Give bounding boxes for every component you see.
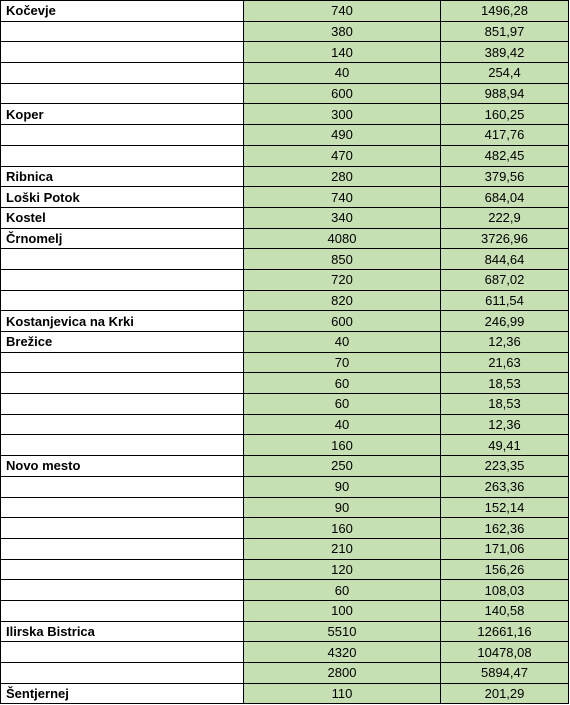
value-a-cell[interactable]: 2800	[244, 663, 441, 684]
value-a-cell[interactable]: 120	[244, 559, 441, 580]
value-a-cell[interactable]: 470	[244, 145, 441, 166]
value-a-cell[interactable]: 5510	[244, 621, 441, 642]
value-b-cell[interactable]: 611,54	[441, 290, 569, 311]
table-row	[1, 642, 569, 663]
municipality-cell[interactable]	[1, 435, 244, 456]
value-a-cell[interactable]: 740	[244, 1, 441, 22]
municipality-cell[interactable]	[1, 394, 244, 415]
value-b-cell[interactable]: 1496,28	[441, 1, 569, 22]
value-a-cell[interactable]: 820	[244, 290, 441, 311]
municipality-cell[interactable]	[1, 580, 244, 601]
value-a-cell[interactable]: 250	[244, 456, 441, 477]
value-b-cell[interactable]: 171,06	[441, 538, 569, 559]
value-a-cell[interactable]: 340	[244, 207, 441, 228]
table-row	[1, 600, 569, 621]
value-a-cell[interactable]: 90	[244, 476, 441, 497]
value-b-cell[interactable]: 21,63	[441, 352, 569, 373]
municipality-cell[interactable]	[1, 290, 244, 311]
value-a-cell[interactable]: 160	[244, 518, 441, 539]
table-row	[1, 476, 569, 497]
municipality-cell[interactable]	[1, 249, 244, 270]
table-row	[1, 373, 569, 394]
value-b-cell[interactable]: 844,64	[441, 249, 569, 270]
table-row	[1, 683, 569, 704]
value-a-cell[interactable]: 490	[244, 125, 441, 146]
value-b-cell[interactable]: 140,58	[441, 600, 569, 621]
value-a-cell[interactable]: 160	[244, 435, 441, 456]
table-row	[1, 332, 569, 353]
value-a-cell[interactable]: 740	[244, 187, 441, 208]
table-row	[1, 538, 569, 559]
value-a-cell[interactable]: 70	[244, 352, 441, 373]
value-b-cell[interactable]: 417,76	[441, 125, 569, 146]
municipality-cell[interactable]	[1, 125, 244, 146]
table-row	[1, 414, 569, 435]
municipality-cell[interactable]: Šentjernej	[1, 683, 244, 704]
municipality-cell[interactable]	[1, 476, 244, 497]
municipality-cell[interactable]	[1, 373, 244, 394]
value-b-cell[interactable]: 108,03	[441, 580, 569, 601]
value-b-cell[interactable]: 12661,16	[441, 621, 569, 642]
municipality-cell[interactable]	[1, 642, 244, 663]
value-a-cell[interactable]: 380	[244, 21, 441, 42]
table-row	[1, 104, 569, 125]
value-b-cell[interactable]: 201,29	[441, 683, 569, 704]
value-a-cell[interactable]: 600	[244, 83, 441, 104]
value-a-cell[interactable]: 60	[244, 373, 441, 394]
value-b-cell[interactable]: 222,9	[441, 207, 569, 228]
value-b-cell[interactable]: 389,42	[441, 42, 569, 63]
table-row	[1, 663, 569, 684]
table-row	[1, 187, 569, 208]
value-b-cell[interactable]: 263,36	[441, 476, 569, 497]
value-b-cell[interactable]: 162,36	[441, 518, 569, 539]
municipality-cell[interactable]	[1, 497, 244, 518]
value-a-cell[interactable]: 850	[244, 249, 441, 270]
municipality-cell[interactable]	[1, 518, 244, 539]
table-body	[1, 1, 569, 704]
value-b-cell[interactable]: 49,41	[441, 435, 569, 456]
table-row	[1, 580, 569, 601]
table-row	[1, 125, 569, 146]
value-a-cell[interactable]: 600	[244, 311, 441, 332]
value-b-cell[interactable]: 851,97	[441, 21, 569, 42]
value-b-cell[interactable]: 160,25	[441, 104, 569, 125]
table-row	[1, 21, 569, 42]
value-b-cell[interactable]: 18,53	[441, 394, 569, 415]
municipality-cell[interactable]	[1, 145, 244, 166]
value-b-cell[interactable]: 246,99	[441, 311, 569, 332]
municipality-cell[interactable]	[1, 663, 244, 684]
value-b-cell[interactable]: 3726,96	[441, 228, 569, 249]
municipality-cell[interactable]: Novo mesto	[1, 456, 244, 477]
table-row	[1, 352, 569, 373]
value-b-cell[interactable]: 223,35	[441, 456, 569, 477]
table-row	[1, 207, 569, 228]
municipality-cell[interactable]: Kostel	[1, 207, 244, 228]
value-a-cell[interactable]: 40	[244, 414, 441, 435]
value-a-cell[interactable]: 210	[244, 538, 441, 559]
municipality-cell[interactable]: Črnomelj	[1, 228, 244, 249]
value-b-cell[interactable]: 5894,47	[441, 663, 569, 684]
municipality-cell[interactable]: Ilirska Bistrica	[1, 621, 244, 642]
municipality-cell[interactable]	[1, 269, 244, 290]
municipality-cell[interactable]: Kočevje	[1, 1, 244, 22]
value-b-cell[interactable]: 482,45	[441, 145, 569, 166]
table-row	[1, 497, 569, 518]
table-row	[1, 1, 569, 22]
table-row	[1, 166, 569, 187]
municipality-cell[interactable]: Ribnica	[1, 166, 244, 187]
municipality-cell[interactable]	[1, 63, 244, 84]
value-b-cell[interactable]: 18,53	[441, 373, 569, 394]
table-row	[1, 249, 569, 270]
municipality-cell[interactable]	[1, 538, 244, 559]
municipality-cell[interactable]	[1, 559, 244, 580]
municipality-cell[interactable]: Loški Potok	[1, 187, 244, 208]
value-a-cell[interactable]: 300	[244, 104, 441, 125]
municipality-cell[interactable]	[1, 600, 244, 621]
municipality-cell[interactable]: Brežice	[1, 332, 244, 353]
value-a-cell[interactable]: 60	[244, 394, 441, 415]
value-a-cell[interactable]: 280	[244, 166, 441, 187]
value-a-cell[interactable]: 40	[244, 332, 441, 353]
value-a-cell[interactable]: 4080	[244, 228, 441, 249]
value-b-cell[interactable]: 684,04	[441, 187, 569, 208]
value-b-cell[interactable]: 254,4	[441, 63, 569, 84]
value-a-cell[interactable]: 140	[244, 42, 441, 63]
municipality-cell[interactable]	[1, 42, 244, 63]
table-row	[1, 42, 569, 63]
table-row	[1, 435, 569, 456]
value-a-cell[interactable]: 720	[244, 269, 441, 290]
municipality-cell[interactable]	[1, 21, 244, 42]
table-row	[1, 83, 569, 104]
municipality-cell[interactable]: Koper	[1, 104, 244, 125]
municipality-cell[interactable]	[1, 83, 244, 104]
value-a-cell[interactable]: 4320	[244, 642, 441, 663]
table-row	[1, 311, 569, 332]
value-b-cell[interactable]: 988,94	[441, 83, 569, 104]
value-b-cell[interactable]: 12,36	[441, 332, 569, 353]
table-row	[1, 290, 569, 311]
value-b-cell[interactable]: 156,26	[441, 559, 569, 580]
table-row	[1, 518, 569, 539]
table-row	[1, 559, 569, 580]
value-b-cell[interactable]: 687,02	[441, 269, 569, 290]
value-a-cell[interactable]: 60	[244, 580, 441, 601]
municipality-cell[interactable]: Kostanjevica na Krki	[1, 311, 244, 332]
value-b-cell[interactable]: 12,36	[441, 414, 569, 435]
value-b-cell[interactable]: 10478,08	[441, 642, 569, 663]
value-a-cell[interactable]: 90	[244, 497, 441, 518]
table-row	[1, 269, 569, 290]
table-row	[1, 621, 569, 642]
value-b-cell[interactable]: 379,56	[441, 166, 569, 187]
table-row	[1, 228, 569, 249]
table-row	[1, 145, 569, 166]
value-a-cell[interactable]: 100	[244, 600, 441, 621]
table-row	[1, 394, 569, 415]
municipality-cell[interactable]	[1, 352, 244, 373]
value-a-cell[interactable]: 110	[244, 683, 441, 704]
value-a-cell[interactable]: 40	[244, 63, 441, 84]
municipality-cell[interactable]	[1, 414, 244, 435]
table-row	[1, 456, 569, 477]
table-row	[1, 63, 569, 84]
value-b-cell[interactable]: 152,14	[441, 497, 569, 518]
